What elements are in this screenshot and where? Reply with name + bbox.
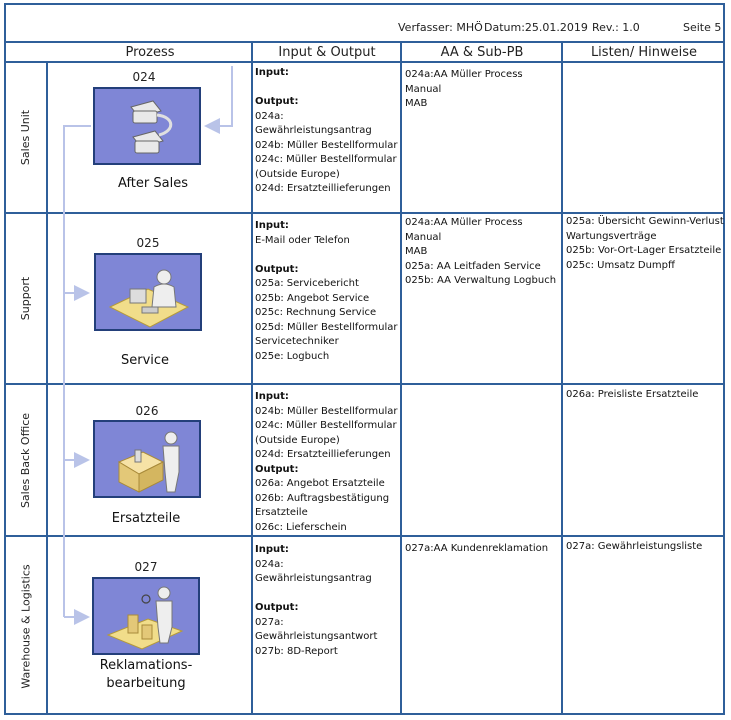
process-label: After Sales (118, 176, 188, 191)
service-desk-icon (96, 255, 200, 329)
io-cell-025: Input: E-Mail oder Telefon Output: 025a: Servicebericht 025b: Angebot Service 025c: Rechnung Service 025d: Müller Bestellformular Servicetechniker 025e: Logbuch (255, 220, 398, 362)
aa-cell-027: 027a:AA Kundenreklamation (405, 543, 549, 554)
date: Datum:25.01.2019 (484, 21, 588, 34)
listen-cell-027: 027a: Gewährleistungsliste (566, 541, 703, 552)
document-header (4, 3, 725, 43)
listen-cell-025: 025a: Übersicht Gewinn-Verlust Wartungsverträge 025b: Vor-Ort-Lager Ersatzteile 025c: Umsatz Dumpff (566, 216, 724, 271)
parts-box-icon (95, 422, 199, 496)
io-cell-024: Input: Output: 024a: Gewährleistungsantrag 024b: Müller Bestellformular 024c: Müller Bestellformular (Outside Europe) 024d: Ersatzteillieferungen (255, 67, 398, 194)
grid-line (4, 535, 725, 537)
listen-cell-026: 026a: Preisliste Ersatzteile (566, 389, 699, 400)
process-box-ersatzteile[interactable] (93, 420, 201, 498)
column-header-prozess: Prozess (125, 45, 175, 60)
revision: Rev.: 1.0 (592, 21, 640, 34)
column-header-listen: Listen/ Hinweise (590, 45, 698, 60)
inspection-icon (94, 579, 198, 653)
grid-line (251, 43, 253, 715)
lane-label-warehouse-logistics: Warehouse & Logistics (19, 563, 33, 689)
lane-label-sales-unit: Sales Unit (19, 109, 33, 166)
process-number: 026 (135, 404, 159, 418)
grid-line (4, 383, 725, 385)
grid-line (46, 61, 48, 715)
aa-cell-025: 024a:AA Müller Process Manual MAB 025a: AA Leitfaden Service 025b: AA Verwaltung Logbuch (405, 217, 557, 286)
grid-line (4, 212, 725, 214)
grid-line (561, 43, 563, 715)
process-box-service[interactable] (94, 253, 202, 331)
telephone-icon (95, 89, 199, 163)
process-number: 024 (132, 70, 156, 84)
process-number: 027 (134, 560, 158, 574)
io-cell-027: Input: 024a: Gewährleistungsantrag Output: 027a: Gewährleistungsantwort 027b: 8D-Report (255, 544, 378, 657)
lane-label-support: Support (19, 276, 33, 321)
lane-label-sales-back-office: Sales Back Office (19, 412, 33, 508)
author: Verfasser: MHÖ (398, 21, 483, 34)
process-label: Ersatzteile (111, 511, 181, 526)
column-header-io: Input & Output (278, 45, 376, 60)
process-number: 025 (136, 236, 160, 250)
process-box-reklamation[interactable] (92, 577, 200, 655)
aa-cell-024: 024a:AA Müller Process Manual MAB (405, 69, 523, 109)
page-number: Seite 5 (683, 21, 722, 34)
process-label: Reklamations- bearbeitung (99, 658, 193, 691)
grid-line (4, 61, 725, 63)
process-box-after-sales[interactable] (93, 87, 201, 165)
column-header-aa: AA & Sub-PB (440, 45, 524, 60)
io-cell-026: Input: 024b: Müller Bestellformular 024c: Müller Bestellformular (Outside Europe) 024d: Ersatzteillieferungen Output: 026a: Angebot Ersatzteile 026b: Auftragsbestätigung Ersatzteile 026c: Lieferschein (255, 391, 398, 533)
process-label: Service (120, 353, 170, 368)
